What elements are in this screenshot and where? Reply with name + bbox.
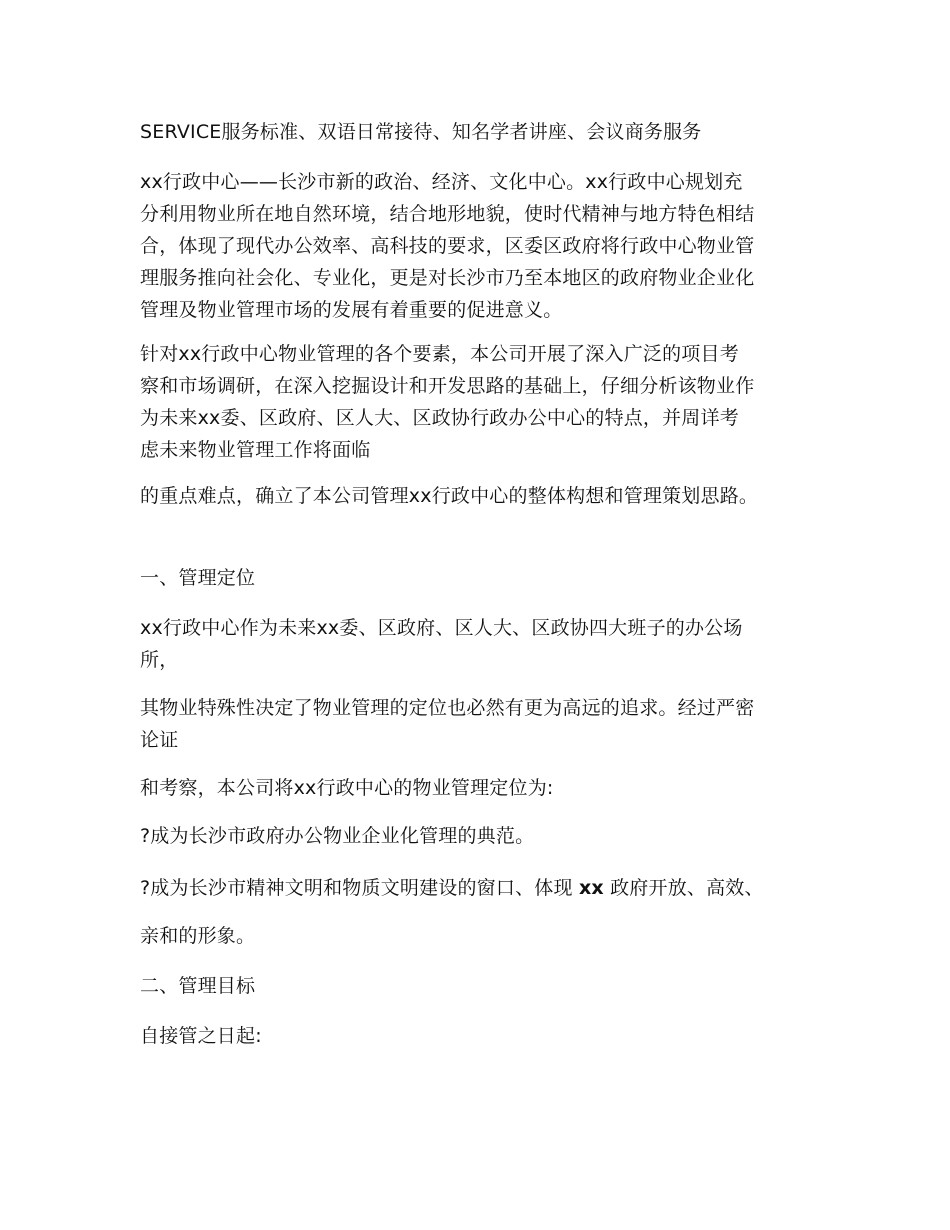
- paragraph-1-line-3: 合，体现了现代办公效率、高科技的要求，区委区政府将行政中心物业管: [140, 235, 755, 257]
- paragraph-1-line-1: xx行政中心——长沙市新的政治、经济、文化中心。xx行政中心规划充: [140, 171, 743, 193]
- bullet-item-1: ?成为长沙市政府办公物业企业化管理的典范。: [140, 825, 535, 847]
- paragraph-5-line-2: 论证: [140, 729, 179, 751]
- paragraph-5-line-1: 其物业特殊性决定了物业管理的定位也必然有更为高远的追求。经过严密: [140, 697, 755, 719]
- text-line-service: SERVICE服务标准、双语日常接待、知名学者讲座、会议商务服务: [140, 121, 702, 143]
- paragraph-4-line-1: xx行政中心作为未来xx委、区政府、区人大、区政协四大班子的办公场: [140, 617, 743, 639]
- bullet-item-2-text-a: ?成为长沙市精神文明和物质文明建设的窗口、体现: [140, 877, 573, 899]
- paragraph-4-line-2: 所，: [140, 649, 179, 671]
- bullet-item-2: [140, 874, 820, 902]
- paragraph-2-line-3: 为未来xx委、区政府、区人大、区政协行政办公中心的特点，并周详考: [140, 407, 739, 429]
- paragraph-1-line-4: 理服务推向社会化、专业化，更是对长沙市乃至本地区的政府物业企业化: [140, 267, 755, 289]
- paragraph-7-line-1: 自接管之日起:: [140, 1025, 262, 1047]
- bullet-item-2-continuation: 亲和的形象。: [140, 925, 256, 947]
- paragraph-2-line-2: 察和市场调研，在深入挖掘设计和开发思路的基础上，仔细分析该物业作: [140, 375, 755, 397]
- paragraph-6-line-1: 和考察，本公司将xx行政中心的物业管理定位为:: [140, 777, 554, 799]
- section-heading-goals: 二、管理目标: [140, 975, 256, 997]
- paragraph-2-line-1: 针对xx行政中心物业管理的各个要素，本公司开展了深入广泛的项目考: [140, 343, 739, 365]
- bullet-item-2-bold-xx: xx: [578, 877, 604, 899]
- paragraph-3-line-1: 的重点难点，确立了本公司管理xx行政中心的整体构想和管理策划思路。: [140, 485, 759, 507]
- paragraph-1-line-5: 管理及物业管理市场的发展有着重要的促进意义。: [140, 299, 563, 321]
- paragraph-1-line-2: 分利用物业所在地自然环境，结合地形地貌，使时代精神与地方特色相结: [140, 203, 755, 225]
- paragraph-2-line-4: 虑未来物业管理工作将面临: [140, 439, 371, 461]
- section-heading-positioning: 一、管理定位: [140, 567, 256, 589]
- bullet-item-2-text-b: 政府开放、高效、: [610, 877, 764, 899]
